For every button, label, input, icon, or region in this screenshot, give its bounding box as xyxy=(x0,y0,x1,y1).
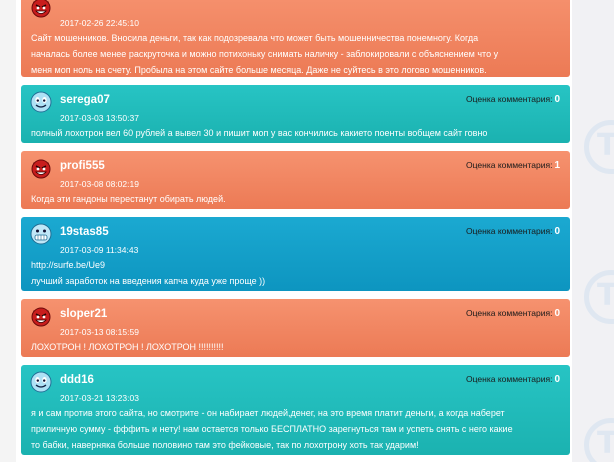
rating-value: 1 xyxy=(554,160,560,171)
comment-text-line: приличную сумму - фффить и нету! нам остается только БЕСПЛАТНО зарегнуться там и успеть снять с него какие xyxy=(31,424,513,434)
left-margin xyxy=(0,0,16,462)
comment-rating xyxy=(466,94,560,105)
comment-rating xyxy=(466,160,560,171)
rating-label: Оценка комментария: xyxy=(466,374,553,384)
comment-card xyxy=(21,299,570,357)
rating-value: 0 xyxy=(554,308,560,319)
comment-text xyxy=(31,339,562,355)
comment-username[interactable]: ddd16 xyxy=(60,374,94,386)
comment-date: 2017-02-26 22:45:10 xyxy=(60,18,139,28)
comment-text xyxy=(31,125,562,141)
comment-username[interactable]: serega07 xyxy=(60,94,110,106)
comment-text xyxy=(31,405,562,453)
comment-date: 2017-03-03 13:50:37 xyxy=(60,113,139,123)
logo-watermark-icon xyxy=(584,120,614,174)
logo-watermark-icon xyxy=(584,418,614,462)
rating-value: 0 xyxy=(554,226,560,237)
smiley-avatar-icon[interactable] xyxy=(30,371,52,393)
comment-text-line: полный лохотрон вел 60 рублей а вывел 30 и пишит моп у вас кончились какието поенты вобщем сайт говно xyxy=(31,128,488,138)
smiley-avatar-icon[interactable] xyxy=(30,91,52,113)
comments-feed xyxy=(21,0,570,463)
comment-text-line: Когда эти гандоны перестанут обирать людей. xyxy=(31,194,226,204)
comment-text-line[interactable]: http://surfe.be/Ue9 xyxy=(31,260,106,270)
rating-value: 0 xyxy=(554,94,560,105)
comment-date: 2017-03-13 08:15:59 xyxy=(60,327,139,337)
devil-avatar-icon[interactable] xyxy=(30,305,52,327)
comment-text-line: ЛОХОТРОН ! ЛОХОТРОН ! ЛОХОТРОН !!!!!!!!!! xyxy=(31,342,224,352)
comment-text xyxy=(31,30,562,78)
comment-text-line: лучший заработок на введения капча куда уже проще )) xyxy=(31,276,266,286)
rating-value: 0 xyxy=(554,374,560,385)
rating-label: Оценка комментария: xyxy=(466,226,553,236)
comment-text-line: меня моп ноль на счету. Пробыла на этом сайте больше месяца. Даже не суйтесь в это логово мошенников. xyxy=(31,65,487,75)
comment-text-line: началась более менее раскруточка и можно потихоньку снимать наличку - заблокировали с объяснением что у xyxy=(31,49,499,59)
comment-text-line: то бабки, наверняка больше половино там это фейковые, так по лохотрону хоть так ударим! xyxy=(31,440,419,450)
comment-date: 2017-03-21 13:23:03 xyxy=(60,393,139,403)
comment-text xyxy=(31,257,562,289)
right-watermark-strip xyxy=(572,0,614,462)
comment-username[interactable]: 19stas85 xyxy=(60,226,109,238)
logo-watermark-icon xyxy=(584,270,614,324)
comment-text-line: я и сам против этого сайта, но смотрите - он набирает людей,денег, на это время платит деньги, а когда наберет xyxy=(31,408,505,418)
comment-text xyxy=(31,191,562,207)
rating-label: Оценка комментария: xyxy=(466,308,553,318)
comment-date: 2017-03-09 11:34:43 xyxy=(60,245,139,255)
comment-rating xyxy=(466,308,560,319)
comment-rating xyxy=(466,226,560,237)
comment-card xyxy=(21,365,570,455)
comment-date: 2017-03-08 08:02:19 xyxy=(60,179,139,189)
comment-text-line: Сайт мошенников. Вносила деньги, так как подозревала что может быть мошенничества понемногу. Когда xyxy=(31,33,479,43)
comment-card xyxy=(21,0,570,77)
grin-avatar-icon[interactable] xyxy=(30,223,52,245)
rating-label: Оценка комментария: xyxy=(466,160,553,170)
comment-card xyxy=(21,217,570,291)
comment-rating xyxy=(466,374,560,385)
comment-card xyxy=(21,151,570,209)
comment-username[interactable]: sloper21 xyxy=(60,308,108,320)
rating-label: Оценка комментария: xyxy=(466,94,553,104)
comment-card xyxy=(21,85,570,143)
devil-avatar-icon[interactable] xyxy=(30,0,52,18)
devil-avatar-icon[interactable] xyxy=(30,157,52,179)
comment-username[interactable]: profi555 xyxy=(60,160,105,172)
